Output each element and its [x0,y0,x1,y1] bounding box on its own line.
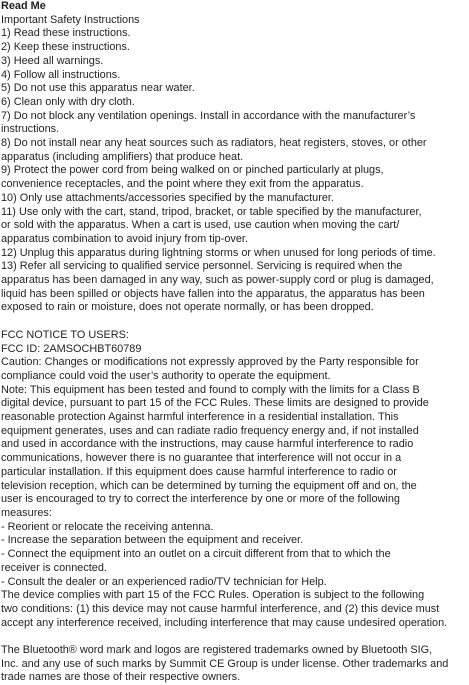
safety-text-line: 1) Read these instructions. [1,27,131,40]
safety-text-line: 2) Keep these instructions. [1,41,130,54]
fcc-notice-section [1,329,469,630]
safety-instructions-section [1,14,469,315]
fcc-text-line: and used in accordance with the instructions, may cause harmful interference to radio [1,438,414,451]
fcc-text-line: The device complies with part 15 of the FCC Rules. Operation is subject to the following [1,589,425,602]
safety-text-line: 7) Do not block any ventilation openings. Install in accordance with the manufacturer’s [1,109,416,122]
safety-text-line: or sold with the apparatus. When a cart is used, use caution when moving the cart/ [1,219,400,232]
safety-text-line: 13) Refer all servicing to qualified service personnel. Servicing is required when the [1,260,403,273]
section-spacer [1,315,469,329]
trademark-text-line: Inc. and any use of such marks by Summit CE Group is under license. Other trademarks and [1,657,449,670]
safety-text-line: 10) Only use attachments/accessories specified by the manufacturer. [1,191,334,204]
safety-text-line: 12) Unplug this apparatus during lightning storms or when unused for long periods of time. [1,246,436,259]
fcc-text-line: FCC NOTICE TO USERS: [1,328,129,341]
fcc-text-line: measures: [1,507,52,519]
safety-text-line: instructions. [1,123,60,136]
fcc-text-line: receiver is connected. [1,561,107,574]
fcc-text-line: Caution: Changes or modifications not expressly approved by the Party responsible for [1,356,419,369]
fcc-text-line: particular installation. If this equipment does cause harmful interference to radio or [1,465,397,478]
fcc-text-line: television reception, which can be determined by turning the equipment off and on, the [1,479,417,492]
fcc-text-line: compliance could void the user’s authority to operate the equipment. [1,369,331,382]
trademark-text-line: The Bluetooth® word mark and logos are registered trademarks owned by Bluetooth SIG, [1,644,433,657]
fcc-text-line: user is encouraged to try to correct the interference by one or more of the following [1,493,400,506]
document-title: Read Me [1,0,46,12]
safety-text-line: exposed to rain or moisture, does not operate normally, or has been dropped. [1,301,374,314]
safety-text-line: 8) Do not install near any heat sources such as radiators, heat registers, stoves, or other [1,137,427,150]
fcc-text-line: equipment generates, uses and can radiate radio frequency energy and, if not installed [1,424,419,437]
trademark-text-line: trade names are those of their respective owners. [1,671,241,684]
fcc-text-line: - Consult the dealer or an experienced radio/TV technician for Help. [1,575,327,588]
trademark-section [1,644,469,685]
fcc-text-line: - Increase the separation between the equipment and receiver. [1,534,304,547]
safety-text-line: 5) Do not use this apparatus near water. [1,82,195,95]
safety-text-line: 6) Clean only with dry cloth. [1,95,135,108]
fcc-text-line: reasonable protection Against harmful interference in a residential installation. This [1,411,399,424]
safety-text-line: convenience receptacles, and the point where they exit from the apparatus. [1,178,364,191]
safety-text-line: liquid has been spilled or objects have fallen into the apparatus, the apparatus has been [1,287,425,300]
fcc-text-line: digital device, pursuant to part 15 of the FCC Rules. These limits are designed to provide [1,397,429,410]
fcc-text-line: two conditions: (1) this device may not cause harmful interference, and (2) this device must [1,602,440,615]
safety-text-line: 11) Use only with the cart, stand, tripod, bracket, or table specified by the manufacturer, [1,205,422,218]
section-spacer [1,630,469,644]
safety-text-line: apparatus combination to avoid injury from tip-over. [1,232,248,245]
fcc-text-line: - Reorient or relocate the receiving antenna. [1,520,214,533]
document-page [1,0,469,685]
fcc-text-line: communications, however there is no guarantee that interference will not occur in a [1,452,402,465]
fcc-text-line: - Connect the equipment into an outlet on a circuit different from that to which the [1,548,391,561]
safety-text-line: Important Safety Instructions [1,13,140,26]
safety-text-line: apparatus has been damaged in any way, such as power-supply cord or plug is damaged, [1,274,434,287]
safety-text-line: apparatus (including amplifiers) that produce heat. [1,150,244,163]
fcc-text-line: FCC ID: 2AMSOCHBT60789 [1,342,142,355]
fcc-text-line: Note: This equipment has been tested and found to comply with the limits for a Class B [1,383,420,396]
fcc-text-line: accept any interference received, including interference that may cause undesired operation. [1,616,448,629]
safety-text-line: 4) Follow all instructions. [1,68,121,81]
safety-text-line: 9) Protect the power cord from being walked on or pinched particularly at plugs, [1,164,384,177]
safety-text-line: 3) Heed all warnings. [1,54,104,67]
